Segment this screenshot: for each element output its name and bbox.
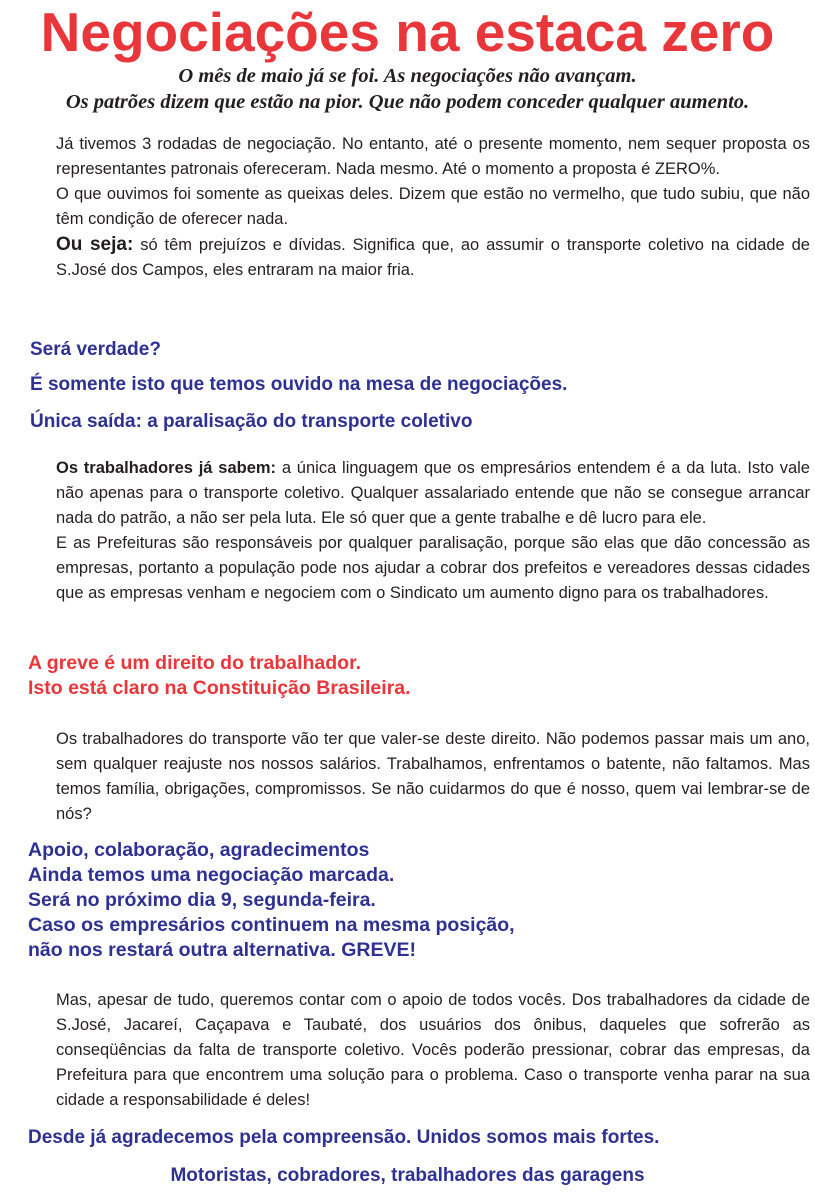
workers-section	[28, 456, 810, 606]
support-line-2: Ainda temos uma negociação marcada.	[28, 864, 395, 886]
transport-paragraph: Os trabalhadores do transporte vão ter que valer-se deste direito. Não podemos passar mais um ano, sem qualquer reajuste nos nossos salários. Trabalhamos, enfrentamos o batente, não faltamos. Mas temos família, obrigações, compromissos. Se não cuidarmos do que é nosso, quem vai lembrar-se de nós?	[56, 730, 810, 823]
subheadline-line-2: Os patrões dizem que estão na pior. Que não podem conceder qualquer aumento.	[65, 91, 750, 113]
strike-right-line-2: Isto está claro na Constituição Brasileira.	[28, 677, 411, 699]
intro-lead: Ou seja:	[56, 234, 134, 255]
intro-paragraph-2: O que ouvimos foi somente as queixas deles. Dizem que estão no vermelho, que tudo subiu, que não têm condição de oferecer nada.	[56, 185, 810, 228]
intro-paragraph-3-text: só têm prejuízos e dívidas. Significa que, ao assumir o transporte coletivo na cidade de S.José dos Campos, eles entraram na maior fria.	[56, 236, 810, 279]
closing-paragraph: Mas, apesar de tudo, queremos contar com o apoio de todos vocês. Dos trabalhadores da cidade de S.José, Jacareí, Caçapava e Taubaté, dos usuários dos ônibus, daqueles que sofrerão as conseqüências da falta de transporte coletivo. Vocês poderão pressionar, cobrar das empresas, da Prefeitura para que encontrem uma solução para o problema. Caso o transporte venha parar na sua cidade a responsabilidade é deles!	[56, 991, 810, 1109]
question-2: É somente isto que temos ouvido na mesa de negociações.	[30, 374, 568, 395]
support-line-1: Apoio, colaboração, agradecimentos	[28, 839, 370, 861]
closing-section	[28, 988, 810, 1113]
support-line-4: Caso os empresários continuem na mesma posição,	[28, 914, 515, 936]
question-3: Única saída: a paralisação do transporte coletivo	[30, 411, 473, 432]
intro-paragraph-1: Já tivemos 3 rodadas de negociação. No entanto, até o presente momento, nem sequer proposta os representantes patronais ofereceram. Nada mesmo. Até o momento a proposta é ZERO%.	[56, 135, 810, 178]
signature-line: Motoristas, cobradores, trabalhadores das garagens	[170, 1165, 645, 1186]
workers-paragraph-1-text: a única linguagem que os empresários entendem é a da luta. Isto vale não apenas para o transporte coletivo. Qualquer assalariado entende que não se consegue arrancar nada do patrão, a não ser pela luta. Ele só quer que a gente trabalhe e dê lucro para ele.	[56, 459, 810, 527]
workers-paragraph-1	[28, 456, 810, 531]
thanks-line: Desde já agradecemos pela compreensão. Unidos somos mais fortes.	[28, 1127, 660, 1148]
headline: Negociações na estaca zero	[40, 1, 775, 63]
transport-section	[28, 727, 810, 827]
support-line-5: não nos restará outra alternativa. GREVE!	[28, 939, 416, 961]
intro-section	[28, 132, 810, 283]
intro-paragraph-3	[28, 232, 810, 283]
workers-lead: Os trabalhadores já sabem:	[56, 459, 277, 477]
subheadline-line-1: O mês de maio já se foi. As negociações não avançam.	[178, 65, 637, 87]
support-line-3: Será no próximo dia 9, segunda-feira.	[28, 889, 376, 911]
workers-paragraph-2: E as Prefeituras são responsáveis por qualquer paralisação, porque são elas que dão concessão as empresas, portanto a população pode nos ajudar a cobrar dos prefeitos e vereadores dessas cidades que as empresas venham e negociem com o Sindicato um aumento digno para os trabalhadores.	[56, 534, 810, 602]
support-block	[28, 838, 515, 963]
question-1: Será verdade?	[30, 339, 161, 360]
strike-right-line-1: A greve é um direito do trabalhador.	[28, 652, 362, 674]
